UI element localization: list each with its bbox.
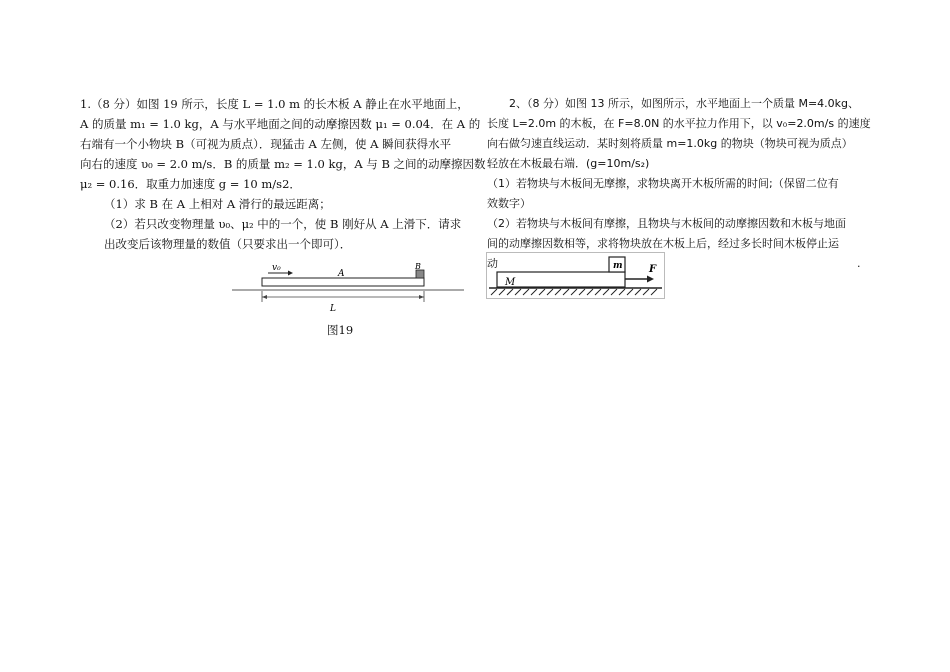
force-arrow-head — [647, 276, 654, 283]
problem-2-line-3: 向右做匀速直线运动．某时刻将质量 m=1.0kg 的物块（物块可视为质点） — [487, 137, 853, 150]
label-f: F — [649, 264, 657, 275]
figure-19-caption: 图19 — [327, 323, 354, 337]
problem-1 — [80, 94, 486, 254]
label-a: A — [338, 269, 345, 279]
label-m-small: m — [613, 261, 623, 271]
problem-1-line-3: 右端有一个小物块 B（可视为质点）．现猛击 A 左侧，使 A 瞬间获得水平 — [80, 137, 452, 151]
figure-13-diagram — [487, 253, 664, 298]
problem-2-line-8: 间的动摩擦因数相等，求将物块放在木板上后，经过多长时间木板停止运 — [487, 237, 839, 250]
problem-2-line-2: 长度 L=2.0m 的木板，在 F=8.0N 的水平拉力作用下，以 v₀=2.0m/s 的速度 — [487, 117, 871, 130]
problem-1-question-2-line-2: 出改变后该物理量的数值（只要求出一个即可）． — [104, 237, 352, 251]
ground-hatching — [491, 289, 657, 295]
problem-2-line-5: （1）若物块与木板间无摩擦，求物块离开木板所需的时间;（保留二位有 — [487, 177, 839, 190]
velocity-arrow-head — [288, 271, 293, 276]
problem-1-line-2: A 的质量 m₁ = 1.0 kg，A 与水平地面之间的动摩擦因数 μ₁ = 0.04．在 A 的 — [80, 117, 481, 131]
board-a — [262, 278, 424, 286]
figure-19-diagram — [232, 262, 464, 318]
problem-2-line-9-text: 动 — [487, 257, 498, 270]
label-v0: v₀ — [272, 263, 281, 273]
problem-2-line-6: 效数字） — [487, 197, 531, 210]
problem-1-question-1: （1）求 B 在 A 上相对 A 滑行的最远距离； — [104, 197, 331, 211]
block-b — [416, 270, 424, 278]
label-l: L — [330, 304, 336, 314]
problem-1-line-4: 向右的速度 υ₀ = 2.0 m/s．B 的质量 m₂ = 1.0 kg，A 与 B 之间的动摩擦因数 — [80, 157, 486, 171]
problem-1-question-2-line-1: （2）若只改变物理量 υ₀、μ₂ 中的一个，使 B 刚好从 A 上滑下．请求 — [104, 217, 462, 231]
label-b: B — [415, 262, 421, 271]
problem-2-line-7: （2）若物块与木板间有摩擦，且物块与木板间的动摩擦因数和木板与地面 — [487, 217, 846, 230]
length-dim-arrow-left — [262, 295, 267, 299]
problem-2-line-4: 轻放在木板最右端．(g=10m/s₂) — [487, 157, 650, 170]
problem-2 — [487, 94, 872, 274]
length-dim-arrow-right — [419, 295, 424, 299]
problem-2-end-mark: . — [857, 257, 861, 270]
problem-2-line-1: 2、（8 分）如图 13 所示，如图所示，水平地面上一个质量 M=4.0kg、 — [509, 97, 860, 110]
board-m — [497, 272, 625, 287]
figure-13-frame — [486, 252, 665, 299]
problem-1-line-1: 1.（8 分）如图 19 所示，长度 L = 1.0 m 的长木板 A 静止在水平地面上， — [80, 97, 469, 111]
problem-1-line-5: μ₂ = 0.16．取重力加速度 g = 10 m/s2． — [80, 177, 301, 191]
label-m-big: M — [505, 277, 516, 288]
